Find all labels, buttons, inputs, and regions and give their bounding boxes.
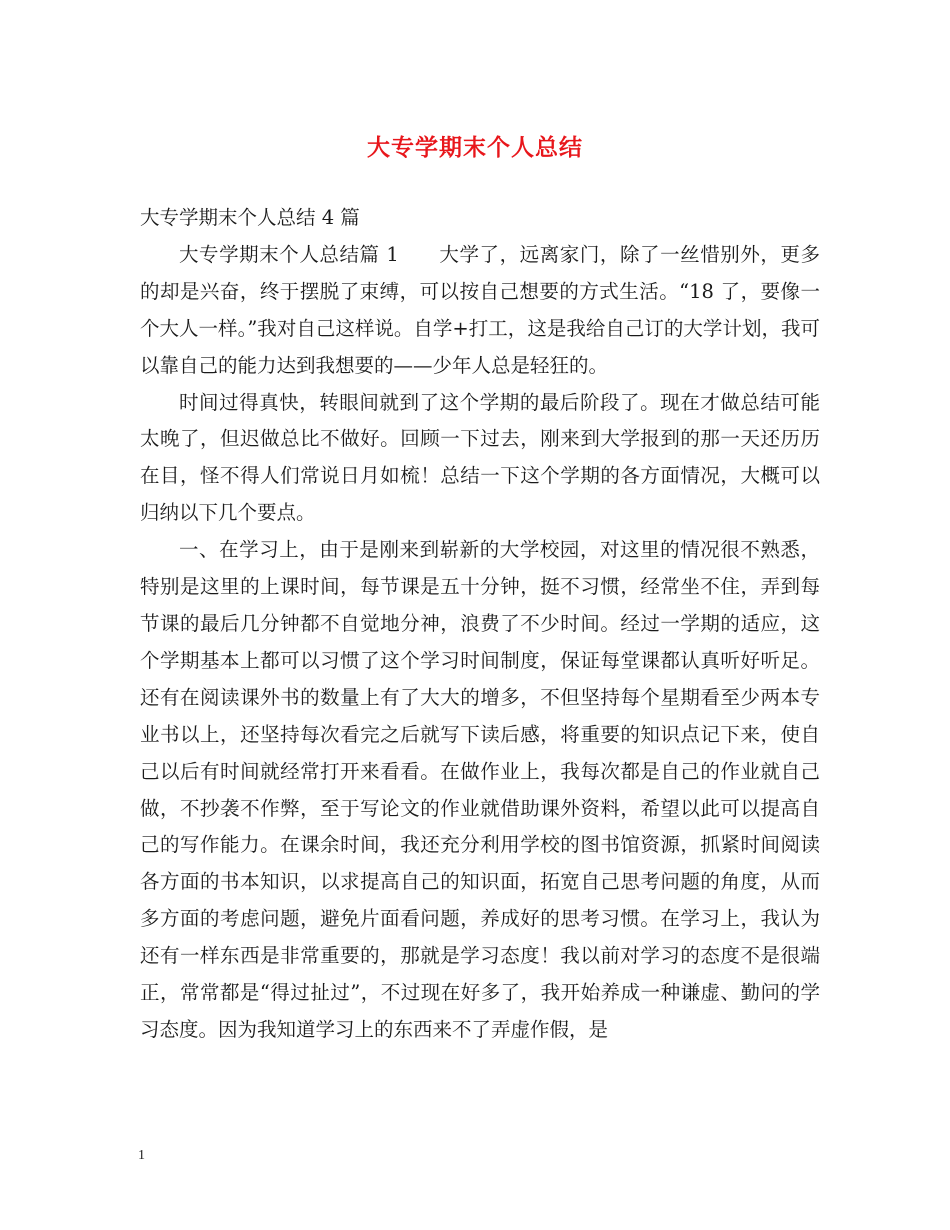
paragraph-3: 一、在学习上，由于是刚来到崭新的大学校园，对这里的情况很不熟悉，特别是这里的上课时间，每节课是五十分钟，挺不习惯，经常坐不住，弄到每节课的最后几分钟都不自觉地分神，浪费了不少时间。经过一学期的适应，这个学期基本上都可以习惯了这个学习时间制度，保证每堂课都认真听好听足。还有在阅读课外书的数量上有了大大的增多，不但坚持每个星期看至少两本专业书以上，还坚持每次看完之后就写下读后感，将重要的知识点记下来，使自己以后有时间就经常打开来看看。在做作业上，我每次都是自己的作业就自己做，不抄袭不作弊，至于写论文的作业就借助课外资料，希望以此可以提高自己的写作能力。在课余时间，我还充分利用学校的图书馆资源，抓紧时间阅读各方面的书本知识，以求提高自己的知识面，拓宽自己思考问题的角度，从而多方面的考虑问题，避免片面看问题，养成好的思考习惯。在学习上，我认为还有一样东西是非常重要的，那就是学习态度！我以前对学习的态度不是很端正，常常都是“得过扯过”，不过现在好多了，我开始养成一种谦虚、勤问的学习态度。因为我知道学习上的东西来不了弄虚作假，是 xyxy=(140,538,820,1041)
document-body xyxy=(140,200,820,1049)
document-title: 大专学期末个人总结 xyxy=(367,134,583,161)
paragraph-1: 大专学期末个人总结篇 1 大学了，远离家门，除了一丝惜别外，更多的却是兴奋，终于摆脱了束缚，可以按自己想要的方式生活。“18 了，要像一个大人一样。”我对自己这样说。自学+打工，这是我给自己订的大学计划，我可以靠自己的能力达到我想要的——少年人总是轻狂的。 xyxy=(140,242,820,377)
paragraph-2: 时间过得真快，转眼间就到了这个学期的最后阶段了。现在才做总结可能太晚了，但迟做总比不做好。回顾一下过去，刚来到大学报到的那一天还历历在目，怪不得人们常说日月如梳！总结一下这个学期的各方面情况，大概可以归纳以下几个要点。 xyxy=(140,390,820,525)
page-number: 1 xyxy=(138,1148,145,1163)
document-subtitle: 大专学期末个人总结 4 篇 xyxy=(140,206,360,229)
